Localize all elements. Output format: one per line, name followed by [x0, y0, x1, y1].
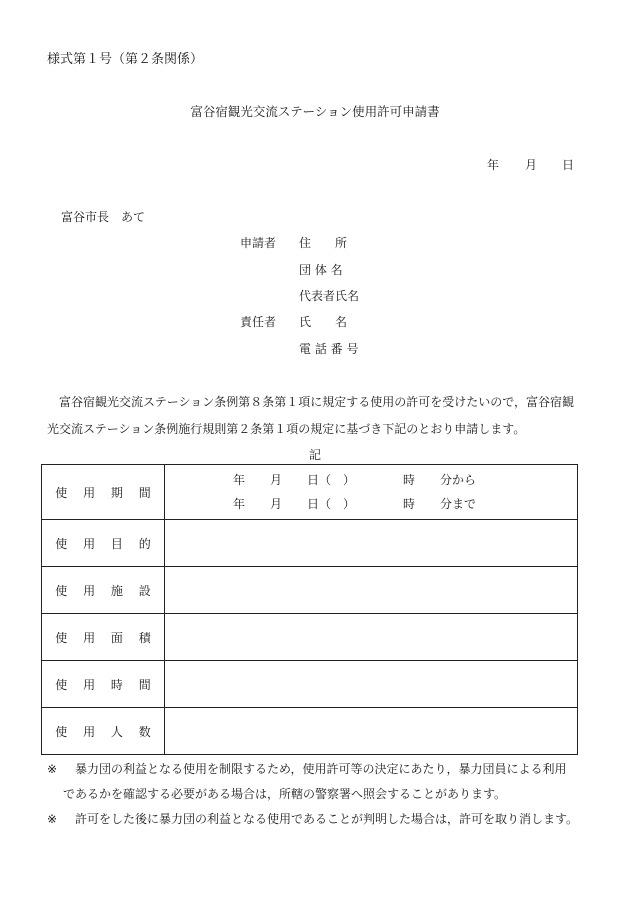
period-to-hour: 時 — [403, 497, 416, 511]
note-1-line-1: 暴力団の利益となる使用を制限するため，使用許可等の決定にあたり，暴力団員による利用 — [75, 762, 567, 776]
note-2 — [47, 813, 578, 825]
note-mark: ※ — [47, 812, 58, 826]
document-title: 富谷宿観光交流ステーション使用許可申請書 — [190, 104, 440, 119]
applicant-group-name-label: 団 体 名 — [299, 263, 343, 277]
period-to-line — [165, 492, 577, 516]
responsible-phone-label: 電 話 番 号 — [299, 342, 359, 356]
area-label: 使 用 面 積 — [42, 614, 165, 661]
period-to-month: 月 — [270, 497, 283, 511]
table-row-headcount — [42, 708, 578, 755]
form-number: 様式第１号（第２条関係） — [47, 52, 204, 67]
facility-cell[interactable] — [165, 567, 578, 614]
facility-label: 使 用 施 設 — [42, 567, 165, 614]
period-from-line — [165, 468, 577, 492]
addressee: 富谷市長 あて — [61, 210, 146, 224]
period-from-minute: 分から — [440, 473, 477, 487]
note-mark: ※ — [47, 762, 58, 776]
period-from-hour: 時 — [403, 473, 416, 487]
period-from-year: 年 — [233, 473, 246, 487]
ki-heading: 記 — [308, 448, 321, 462]
table-row-facility — [42, 567, 578, 614]
period-cell[interactable] — [165, 465, 578, 520]
period-from-day: 日（ ） — [307, 473, 356, 487]
period-label: 使 用 期 間 — [42, 465, 165, 520]
date-month-label: 月 — [525, 158, 538, 172]
note-1 — [47, 763, 567, 775]
date-day-label: 日 — [562, 158, 575, 172]
table-row-purpose — [42, 520, 578, 567]
purpose-label: 使 用 目 的 — [42, 520, 165, 567]
note-2-text: 許可をした後に暴力団の利益となる使用であることが判明した場合は，許可を取り消します。 — [75, 812, 579, 826]
period-to-minute: 分まで — [440, 497, 477, 511]
period-to-year: 年 — [233, 497, 246, 511]
period-from-month: 月 — [270, 473, 283, 487]
table-row-area — [42, 614, 578, 661]
applicant-label: 申請者 — [240, 236, 277, 250]
period-to-day: 日（ ） — [307, 497, 356, 511]
date-year-label: 年 — [487, 158, 500, 172]
time-cell[interactable] — [165, 661, 578, 708]
purpose-cell[interactable] — [165, 520, 578, 567]
applicant-address-label: 住 所 — [299, 236, 348, 250]
application-statement: 富谷宿観光交流ステーション条例第８条第１項に規定する使用の許可を受けたいので，富谷宿観光交流ステーション条例施行規則第２条第１項の規定に基づき下記のとおり申請します。 — [47, 395, 575, 436]
table-row-time — [42, 661, 578, 708]
application-table — [41, 464, 578, 755]
headcount-label: 使 用 人 数 — [42, 708, 165, 755]
note-1-line-2: であるかを確認する必要がある場合は，所轄の警察署へ照会することがあります。 — [63, 787, 507, 801]
applicant-representative-label: 代表者氏名 — [299, 289, 360, 303]
table-row-period — [42, 465, 578, 520]
headcount-cell[interactable] — [165, 708, 578, 755]
responsible-label: 責任者 — [240, 315, 277, 329]
time-label: 使 用 時 間 — [42, 661, 165, 708]
area-cell[interactable] — [165, 614, 578, 661]
responsible-name-label: 氏 名 — [299, 315, 348, 329]
